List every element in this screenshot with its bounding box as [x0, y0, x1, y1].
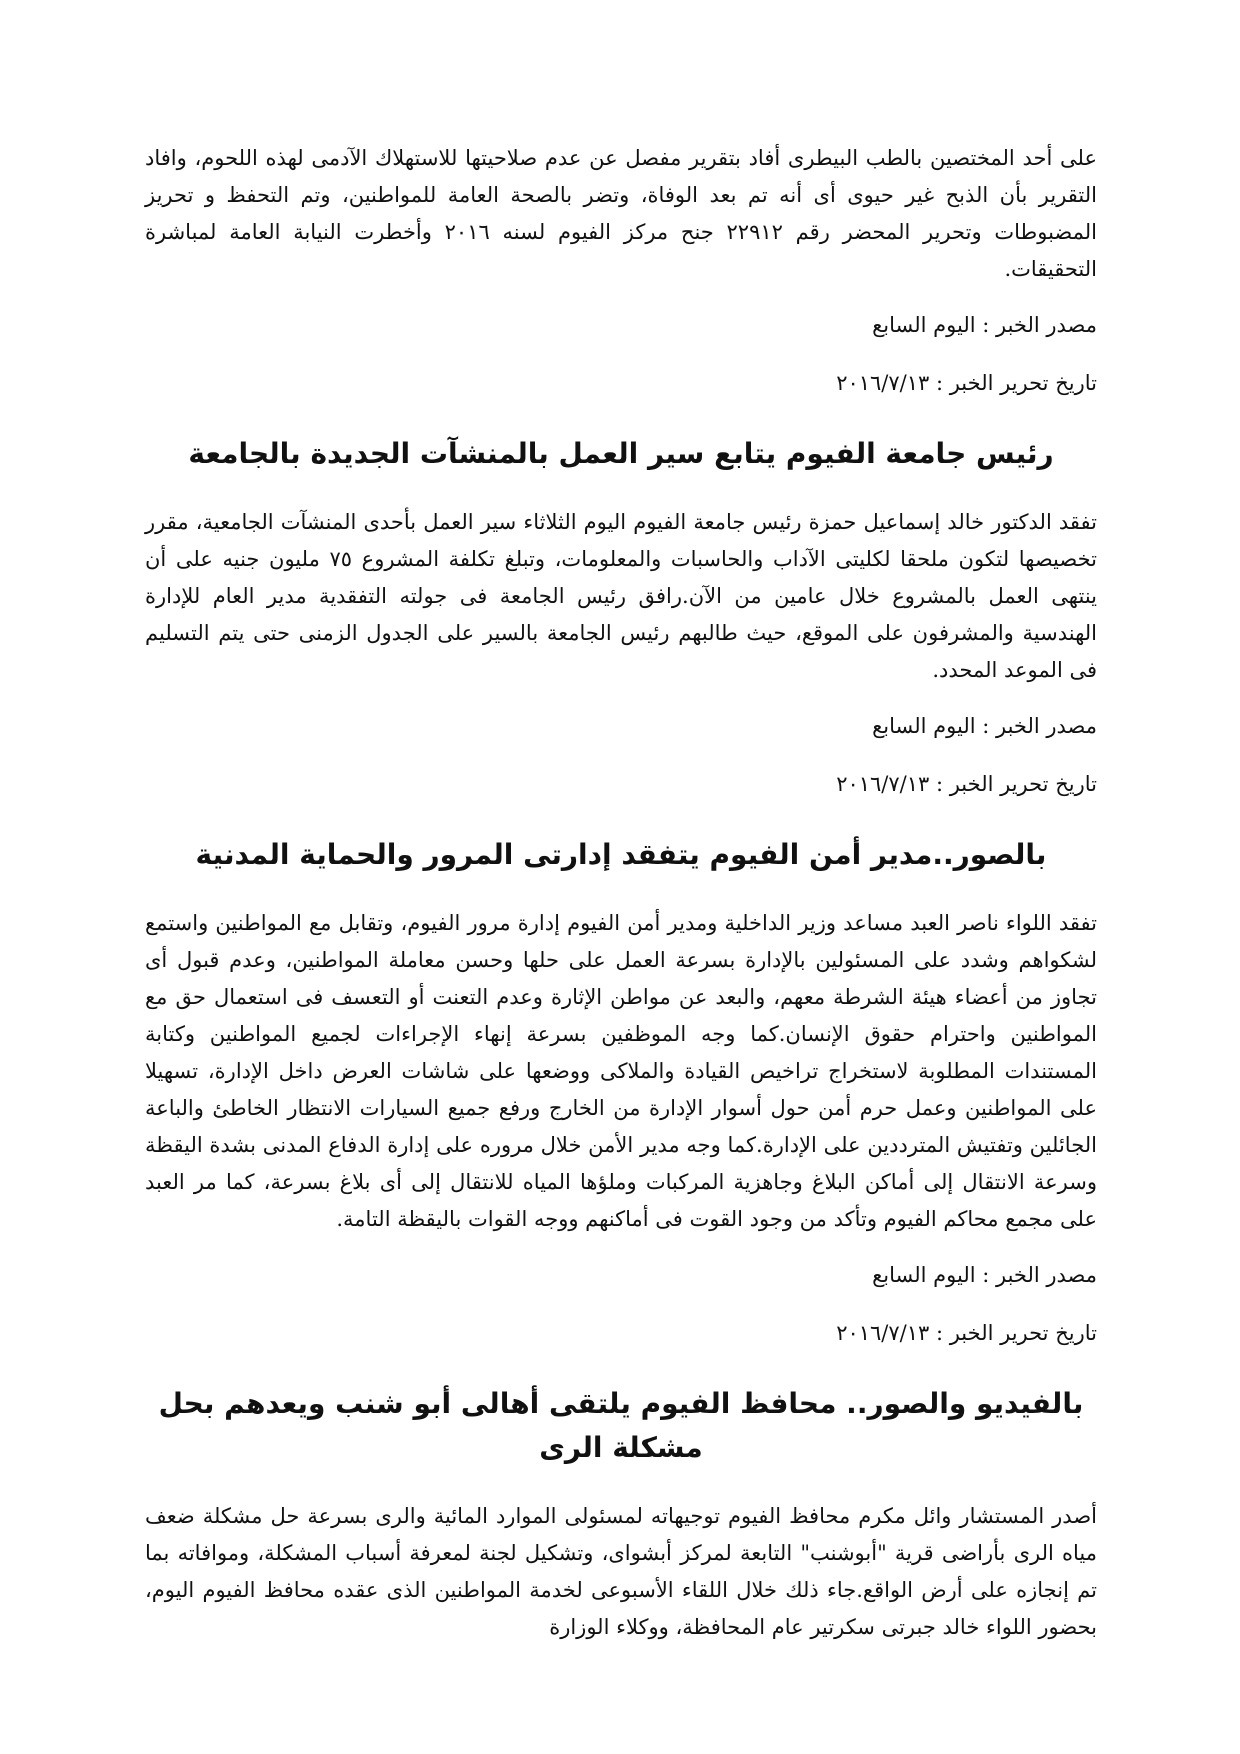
- article4-title: بالفيديو والصور.. محافظ الفيوم يلتقى أهالى أبو شنب ويعدهم بحل مشكلة الرى: [158, 1387, 1084, 1464]
- article2-date: تاريخ تحرير الخبر : ٢٠١٦/٧/١٣: [836, 772, 1097, 796]
- article2-title: رئيس جامعة الفيوم يتابع سير العمل بالمنشآت الجديدة بالجامعة: [188, 437, 1054, 470]
- article4-body: أصدر المستشار وائل مكرم محافظ الفيوم توجيهاته لمسئولى الموارد المائية والرى بسرعة حل مشكلة ضعف مياه الرى بأراضى قرية "أبوشنب" التابعة لمركز أبشواى، وتشكيل لجنة لمعرفة أسباب المشكلة، وموافاته بما تم إنجازه على أرض الواقع.جاء ذلك خلال اللقاء الأسبوعى لخدمة المواطنين الذى عقده محافظ الفيوم اليوم، بحضور اللواء خالد جبرتى سكرتير عام المحافظة، ووكلاء الوزارة: [145, 1504, 1097, 1639]
- article3-body: تفقد اللواء ناصر العبد مساعد وزير الداخلية ومدير أمن الفيوم إدارة مرور الفيوم، وتقابل مع المواطنين واستمع لشكواهم وشدد على المسئولين بالإدارة بسرعة العمل على حلها وحسن معاملة المواطنين، وعدم قبول أى تجاوز من أعضاء هيئة الشرطة معهم، والبعد عن مواطن الإثارة وعدم التعنت أو التعسف فى استعمال حق مع المواطنين واحترام حقوق الإنسان.كما وجه الموظفين بسرعة إنهاء الإجراءات لجميع المواطنين وكتابة المستندات المطلوبة لاستخراج تراخيص القيادة والملاكى ووضعها على شاشات العرض داخل الإدارة، تسهيلا على المواطنين وعمل حرم أمن حول أسوار الإدارة من الخارج ورفع جميع السيارات الانتظار الخاطئ والباعة الجائلين وتفتيش المترددين على الإدارة.كما وجه مدير الأمن خلال مروره على إدارة الدفاع المدنى بشدة اليقظة وسرعة الانتقال إلى أماكن البلاغ وجاهزية المركبات وملؤها المياه للانتقال إلى أى بلاغ بسرعة، كما مر العبد على مجمع محاكم الفيوم وتأكد من وجود القوت فى أماكنهم ووجه القوات باليقظة التامة.: [145, 911, 1097, 1231]
- article3-source: مصدر الخبر : اليوم السابع: [872, 1263, 1097, 1287]
- article3-title: بالصور..مدير أمن الفيوم يتفقد إدارتى المرور والحماية المدنية: [195, 838, 1047, 871]
- article2-body: تفقد الدكتور خالد إسماعيل حمزة رئيس جامعة الفيوم اليوم الثلاثاء سير العمل بأحدى المنشآت الجامعية، مقرر تخصيصها لتكون ملحقا لكليتى الآداب والحاسبات والمعلومات، وتبلغ تكلفة المشروع ٧٥ مليون جنيه على أن ينتهى العمل بالمشروع خلال عامين من الآن.رافق رئيس الجامعة فى جولته التفقدية مدير العام للإدارة الهندسية والمشرفون على الموقع، حيث طالبهم رئيس الجامعة بالسير على الجدول الزمنى حتى يتم التسليم فى الموعد المحدد.: [145, 510, 1097, 682]
- article1-source: مصدر الخبر : اليوم السابع: [872, 313, 1097, 337]
- article3-date: تاريخ تحرير الخبر : ٢٠١٦/٧/١٣: [836, 1321, 1097, 1345]
- article2-source: مصدر الخبر : اليوم السابع: [872, 714, 1097, 738]
- article1-date: تاريخ تحرير الخبر : ٢٠١٦/٧/١٣: [836, 371, 1097, 395]
- article1-body: على أحد المختصين بالطب البيطرى أفاد بتقرير مفصل عن عدم صلاحيتها للاستهلاك الآدمى لهذه اللحوم، وافاد التقرير بأن الذبح غير حيوى أى أنه تم بعد الوفاة، وتضر بالصحة العامة للمواطنين، وتم التحفظ و تحريز المضبوطات وتحرير المحضر رقم ٢٢٩١٢ جنح مركز الفيوم لسنه ٢٠١٦ وأخطرت النيابة العامة لمباشرة التحقيقات.: [145, 146, 1097, 281]
- document-page: [145, 140, 1097, 1646]
